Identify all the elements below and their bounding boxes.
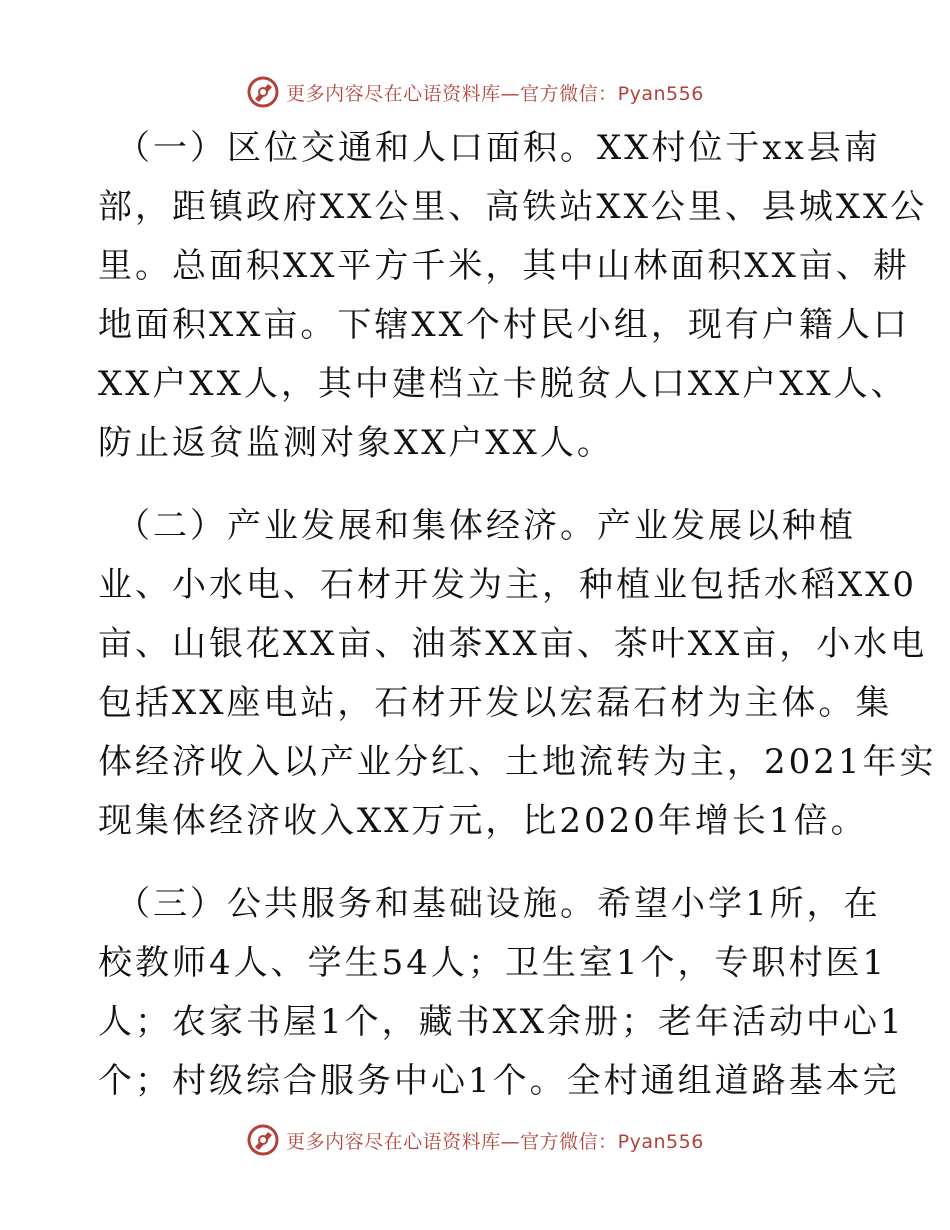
text-line: XX户XX人，其中建档立卡脱贫人口XX户XX人、: [98, 364, 908, 404]
pen-seal-icon: [246, 75, 280, 109]
text-line: （二）产业发展和集体经济。产业发展以种植: [116, 506, 856, 546]
text-line: 业、小水电、石材开发为主，种植业包括水稻XX0: [98, 565, 918, 605]
text-line: 现集体经济收入XX万元，比2020年增长1倍。: [98, 801, 868, 841]
footer-banner-text: 更多内容尽在心语资料库—官方微信：Pyan556: [286, 1130, 704, 1153]
text-line: 地面积XX亩。下辖XX个村民小组，现有户籍人口: [98, 305, 910, 345]
pen-seal-icon: [246, 1123, 280, 1157]
paragraph-public-services: [98, 875, 905, 1111]
paragraph-location: [98, 119, 928, 473]
text-line: （三）公共服务和基础设施。希望小学1所，在: [116, 884, 881, 924]
text-line: 防止返贫监测对象XX户XX人。: [98, 423, 614, 463]
text-line: 包括XX座电站，石材开发以宏磊石材为主体。集: [98, 683, 893, 723]
footer-banner: [0, 1120, 950, 1160]
header-banner: [0, 72, 950, 112]
header-banner-text: 更多内容尽在心语资料库—官方微信：Pyan556: [286, 82, 704, 105]
text-line: 里。总面积XX平方千米，其中山林面积XX亩、耕: [98, 246, 910, 286]
text-line: 体经济收入以产业分红、土地流转为主，2021年实: [98, 742, 937, 782]
text-line: 校教师4人、学生54人；卫生室1个，专职村医1: [98, 943, 888, 983]
text-line: 人；农家书屋1个，藏书XX余册；老年活动中心1: [98, 1002, 905, 1042]
document-body: [98, 119, 937, 1135]
text-line: （一）区位交通和人口面积。XX村位于xx县南: [116, 128, 881, 168]
text-line: 部，距镇政府XX公里、高铁站XX公里、县城XX公: [98, 187, 928, 227]
text-line: 亩、山银花XX亩、油茶XX亩、茶叶XX亩，小水电: [98, 624, 928, 664]
text-line: 个；村级综合服务中心1个。全村通组道路基本完: [98, 1061, 900, 1101]
paragraph-industry: [98, 497, 937, 851]
